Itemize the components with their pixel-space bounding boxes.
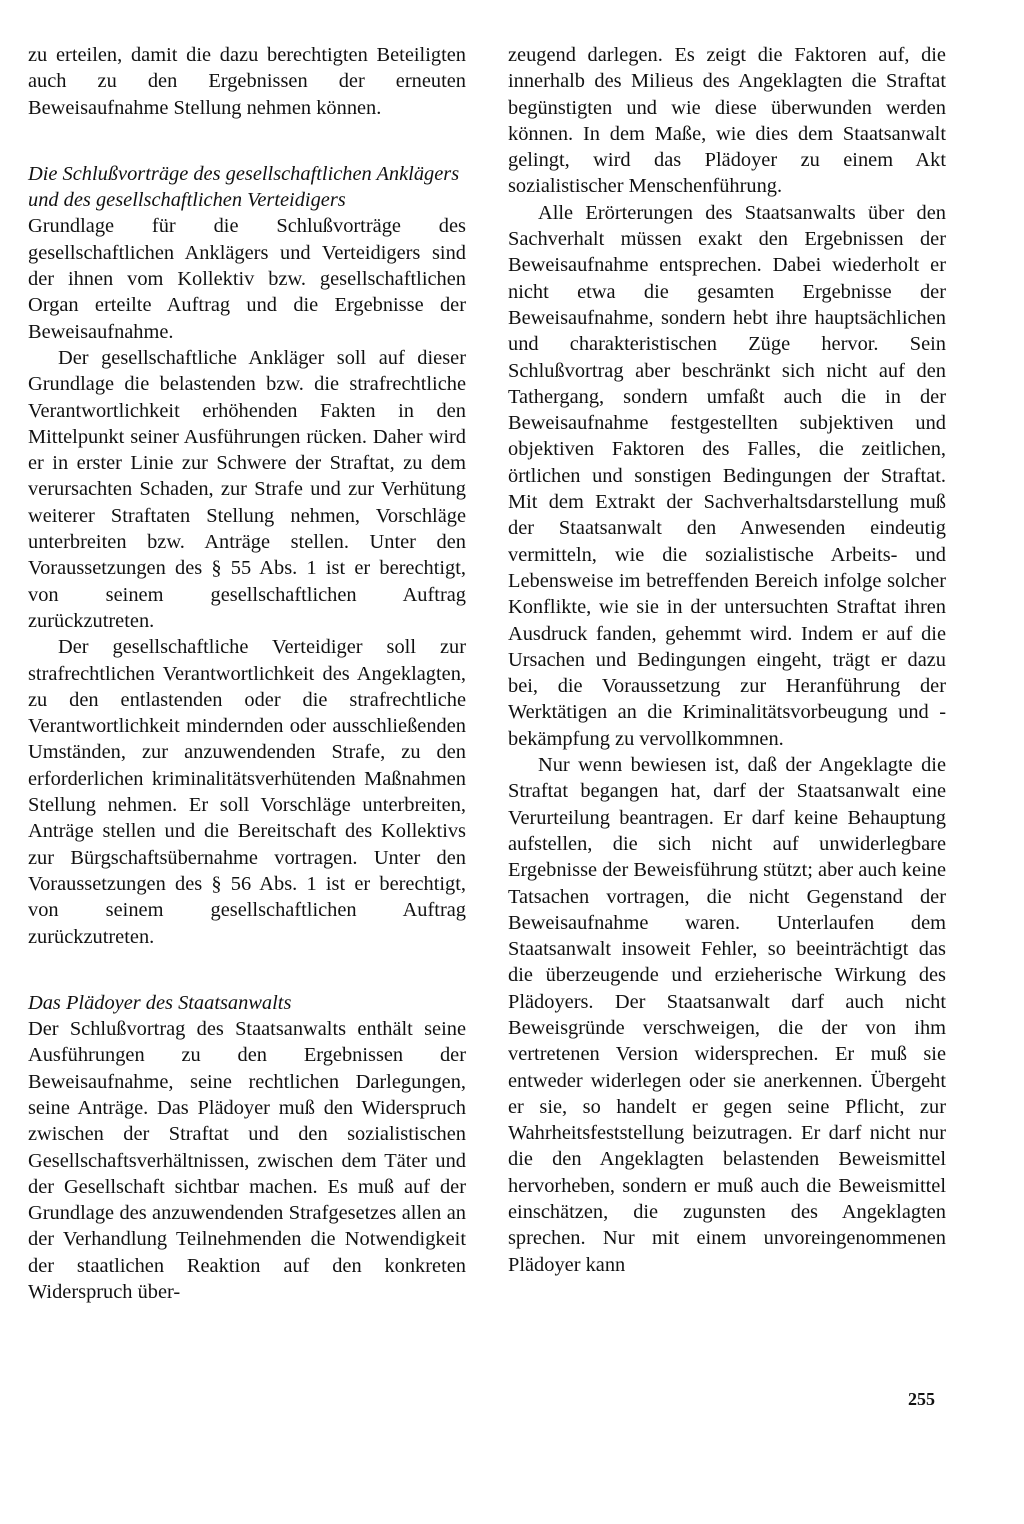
paragraph: Grundlage für die Schlußvorträge des gesellschaftlichen Anklägers und Verteidigers sind der ihnen vom Kollektiv bzw. gesellschaftlichen Organ erteilte Auftrag und die Ergebnisse der Beweisaufnahme.	[28, 215, 466, 343]
right-column	[508, 42, 946, 1278]
paragraph: Der gesellschaftliche Verteidiger soll zur strafrechtlichen Verantwortlichkeit des Angeklagten, zu den entlastenden oder die strafrechtliche Verantwortlichkeit mindernden oder ausschließenden Umständen, zur anzuwendenden Strafe, zu den erforderlichen kriminalitätsverhütenden Maßnahmen Stellung nehmen. Er soll Vorschläge unterbreiten, Anträge stellen und die Bereitschaft des Kollektivs zur Bürgschaftsübernahme vortragen. Unter den Voraussetzungen des § 56 Abs. 1 ist er berechtigt, von seinem gesellschaftlichen Auftrag zurückzutreten.	[28, 636, 466, 948]
page-number: 255	[908, 1389, 935, 1409]
paragraph-continued: zu erteilen, damit die dazu berechtigten Beteiligten auch zu den Ergebnissen der erneuten Beweisaufnahme Stellung nehmen können.	[28, 44, 466, 119]
paragraph: Alle Erörterungen des Staatsanwalts über den Sachverhalt müssen exakt den Ergebnissen der Beweisaufnahme entsprechen. Dabei wiederholt er nicht etwa die gesamten Ergebnisse der Beweisaufnahme, sondern hebt ihre hauptsächlichen und charakteristischen Züge hervor. Sein Schlußvortrag aber beschränkt sich nicht auf den Tathergang, sondern umfaßt auch die in der Beweisaufnahme festgestellten subjektiven und objektiven Faktoren des Falles, die zeitlichen, örtlichen und sonstigen Bedingungen der Straftat. Mit dem Extrakt der Sachverhaltsdarstellung muß der Staatsanwalt den Anwesenden eindeutig vermitteln, wie die sozialistische Arbeits- und Lebensweise im betreffenden Bereich infolge solcher Konflikte, wie sie in der untersuchten Straftat ihren Ausdruck fanden, gehemmt wird. Indem er auf die Ursachen und Bedingungen eingeht, trägt er dazu bei, die Voraussetzung zur Heranführung der Werktätigen an die Kriminalitätsvorbeugung und -bekämpfung zu vervollkommnen.	[508, 201, 946, 750]
section-heading-plaedoyer: Das Plädoyer des Staatsanwalts	[28, 991, 292, 1014]
paragraph-continued: zeugend darlegen. Es zeigt die Faktoren auf, die innerhalb des Milieus des Angeklagten die Straftat begünstigten und wie diese überwunden werden können. In dem Maße, wie dies dem Staatsanwalt gelingt, wird das Plädoyer zu einem Akt sozialistischer Menschenführung.	[508, 44, 946, 198]
paragraph: Der gesellschaftliche Ankläger soll auf dieser Grundlage die belastenden bzw. die strafrechtliche Verantwortlichkeit erhöhenden Fakten in den Mittelpunkt seiner Ausführungen rücken. Daher wird er in erster Linie zur Schwere der Straftat, zu dem verursachten Schaden, zur Strafe und zur Verhütung weiterer Straftaten Stellung nehmen, Vorschläge unterbreiten bzw. Anträge stellen. Unter den Voraussetzungen des § 55 Abs. 1 ist er berechtigt, von seinem gesellschaftlichen Auftrag zurückzutreten.	[28, 346, 466, 632]
paragraph: Der Schlußvortrag des Staatsanwalts enthält seine Ausführungen zu den Ergebnissen der Beweisaufnahme, seine rechtlichen Darlegungen, seine Anträge. Das Plädoyer muß den Widerspruch zwischen der Straftat und den sozialistischen Gesellschaftsverhältnissen, zwischen dem Täter und der Gesellschaft sichtbar machen. Es muß auf der Grundlage des anzuwendenden Strafgesetzes allen an der Verhandlung Teilnehmenden die Notwendigkeit der staatlichen Reaktion auf den konkreten Widerspruch über-	[28, 1018, 466, 1304]
left-column	[28, 42, 466, 1305]
section-heading-schlussvortraege: Die Schlußvorträge des gesellschaftlichen Anklägers und des gesellschaftlichen Verteidigers	[28, 162, 460, 212]
paragraph: Nur wenn bewiesen ist, daß der Angeklagte die Straftat begangen hat, darf der Staatsanwalt eine Verurteilung beantragen. Er darf keine Behauptung aufstellen, die sich nicht auf unwiderlegbare Ergebnisse der Beweisführung stützt; aber auch keine Tatsachen vortragen, die nicht Gegenstand der Beweisaufnahme waren. Unterlaufen dem Staatsanwalt insoweit Fehler, so beeinträchtigt das die überzeugende und erzieherische Wirkung des Plädoyers. Der Staatsanwalt darf auch nicht Beweisgründe verschweigen, die der von ihm vertretenen Version widersprechen. Er muß sie entweder widerlegen oder sie anerkennen. Übergeht er sie, so handelt er gegen seine Pflicht, zur Wahrheitsfeststellung beizutragen. Er darf nicht nur die den Angeklagten belastenden Beweismittel hervorheben, sondern er muß auch die Beweismittel einschätzen, die zugunsten des Angeklagten sprechen. Nur mit einem unvoreingenommenen Plädoyer kann	[508, 754, 946, 1276]
